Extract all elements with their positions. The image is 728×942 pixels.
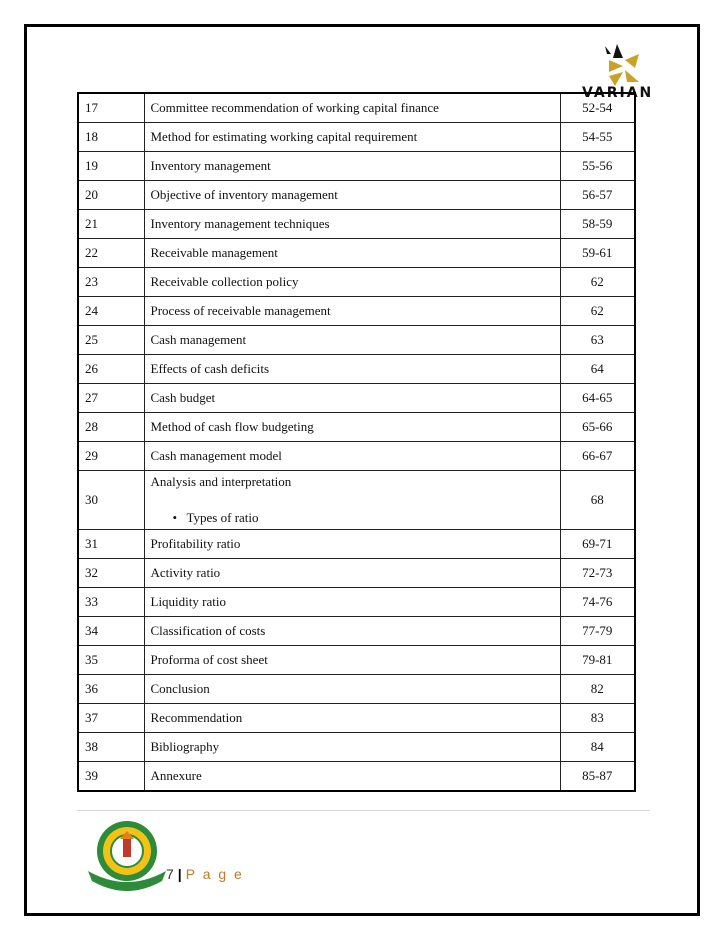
row-pages: 63	[560, 326, 635, 355]
row-number: 28	[78, 413, 144, 442]
row-title: Classification of costs	[144, 617, 560, 646]
row-number: 18	[78, 123, 144, 152]
table-row	[78, 384, 635, 413]
row-number: 32	[78, 559, 144, 588]
table-row	[78, 210, 635, 239]
row-number: 25	[78, 326, 144, 355]
row-title: Committee recommendation of working capital finance	[144, 93, 560, 123]
footer-divider	[77, 810, 650, 811]
row-title: Analysis and interpretation	[150, 474, 292, 489]
row-title: Process of receivable management	[144, 297, 560, 326]
table-row	[78, 355, 635, 384]
row-number: 19	[78, 152, 144, 181]
row-pages: 55-56	[560, 152, 635, 181]
page-word: P a g e	[185, 866, 244, 882]
row-pages: 62	[560, 268, 635, 297]
page-number: 7	[166, 866, 174, 882]
institution-seal-icon	[82, 815, 172, 895]
row-title: Recommendation	[144, 704, 560, 733]
row-title-cell	[144, 471, 560, 530]
sub-item	[151, 510, 554, 526]
table-row	[78, 181, 635, 210]
row-number: 37	[78, 704, 144, 733]
row-pages: 85-87	[560, 762, 635, 792]
row-number: 39	[78, 762, 144, 792]
row-pages: 58-59	[560, 210, 635, 239]
table-row	[78, 646, 635, 675]
table-row	[78, 704, 635, 733]
row-title: Inventory management techniques	[144, 210, 560, 239]
row-number: 20	[78, 181, 144, 210]
row-title: Method of cash flow budgeting	[144, 413, 560, 442]
table-row	[78, 617, 635, 646]
row-pages: 54-55	[560, 123, 635, 152]
row-title: Activity ratio	[144, 559, 560, 588]
row-number: 17	[78, 93, 144, 123]
row-title: Objective of inventory management	[144, 181, 560, 210]
row-title: Cash management	[144, 326, 560, 355]
brand-logo-text: VARIAN	[582, 85, 654, 101]
row-title: Method for estimating working capital requirement	[144, 123, 560, 152]
bullet-icon: •	[172, 510, 178, 525]
row-pages: 64-65	[560, 384, 635, 413]
row-title: Bibliography	[144, 733, 560, 762]
row-pages: 79-81	[560, 646, 635, 675]
table-row	[78, 675, 635, 704]
row-number: 29	[78, 442, 144, 471]
row-pages: 84	[560, 733, 635, 762]
row-pages: 52-54	[560, 93, 635, 123]
table-row	[78, 413, 635, 442]
table-row	[78, 297, 635, 326]
row-number: 30	[78, 471, 144, 530]
row-number: 34	[78, 617, 144, 646]
sub-item-label: Types of ratio	[186, 510, 259, 525]
row-number: 38	[78, 733, 144, 762]
row-pages: 62	[560, 297, 635, 326]
row-title: Inventory management	[144, 152, 560, 181]
table-of-contents	[77, 92, 636, 792]
row-pages: 74-76	[560, 588, 635, 617]
row-pages: 59-61	[560, 239, 635, 268]
row-number: 33	[78, 588, 144, 617]
table-row	[78, 762, 635, 792]
row-title: Cash budget	[144, 384, 560, 413]
table-row	[78, 471, 635, 530]
row-pages: 83	[560, 704, 635, 733]
row-number: 21	[78, 210, 144, 239]
row-title: Effects of cash deficits	[144, 355, 560, 384]
row-number: 23	[78, 268, 144, 297]
row-number: 22	[78, 239, 144, 268]
table-row	[78, 152, 635, 181]
table-row	[78, 588, 635, 617]
row-title: Annexure	[144, 762, 560, 792]
row-pages: 68	[560, 471, 635, 530]
row-title: Receivable management	[144, 239, 560, 268]
row-number: 36	[78, 675, 144, 704]
row-number: 35	[78, 646, 144, 675]
page-separator: |	[177, 866, 182, 882]
table-row	[78, 268, 635, 297]
row-title: Receivable collection policy	[144, 268, 560, 297]
table-row	[78, 93, 635, 123]
table-row	[78, 733, 635, 762]
table-row	[78, 559, 635, 588]
page-number-footer	[166, 866, 244, 882]
table-row	[78, 123, 635, 152]
row-pages: 69-71	[560, 530, 635, 559]
row-pages: 66-67	[560, 442, 635, 471]
table-row	[78, 239, 635, 268]
row-pages: 82	[560, 675, 635, 704]
row-pages: 64	[560, 355, 635, 384]
row-number: 26	[78, 355, 144, 384]
row-pages: 65-66	[560, 413, 635, 442]
row-title: Proforma of cost sheet	[144, 646, 560, 675]
row-title: Profitability ratio	[144, 530, 560, 559]
row-title: Liquidity ratio	[144, 588, 560, 617]
table-row	[78, 530, 635, 559]
table-row	[78, 442, 635, 471]
row-title: Cash management model	[144, 442, 560, 471]
row-pages: 72-73	[560, 559, 635, 588]
row-number: 24	[78, 297, 144, 326]
row-pages: 56-57	[560, 181, 635, 210]
table-row	[78, 326, 635, 355]
row-pages: 77-79	[560, 617, 635, 646]
row-number: 27	[78, 384, 144, 413]
row-title: Conclusion	[144, 675, 560, 704]
row-number: 31	[78, 530, 144, 559]
